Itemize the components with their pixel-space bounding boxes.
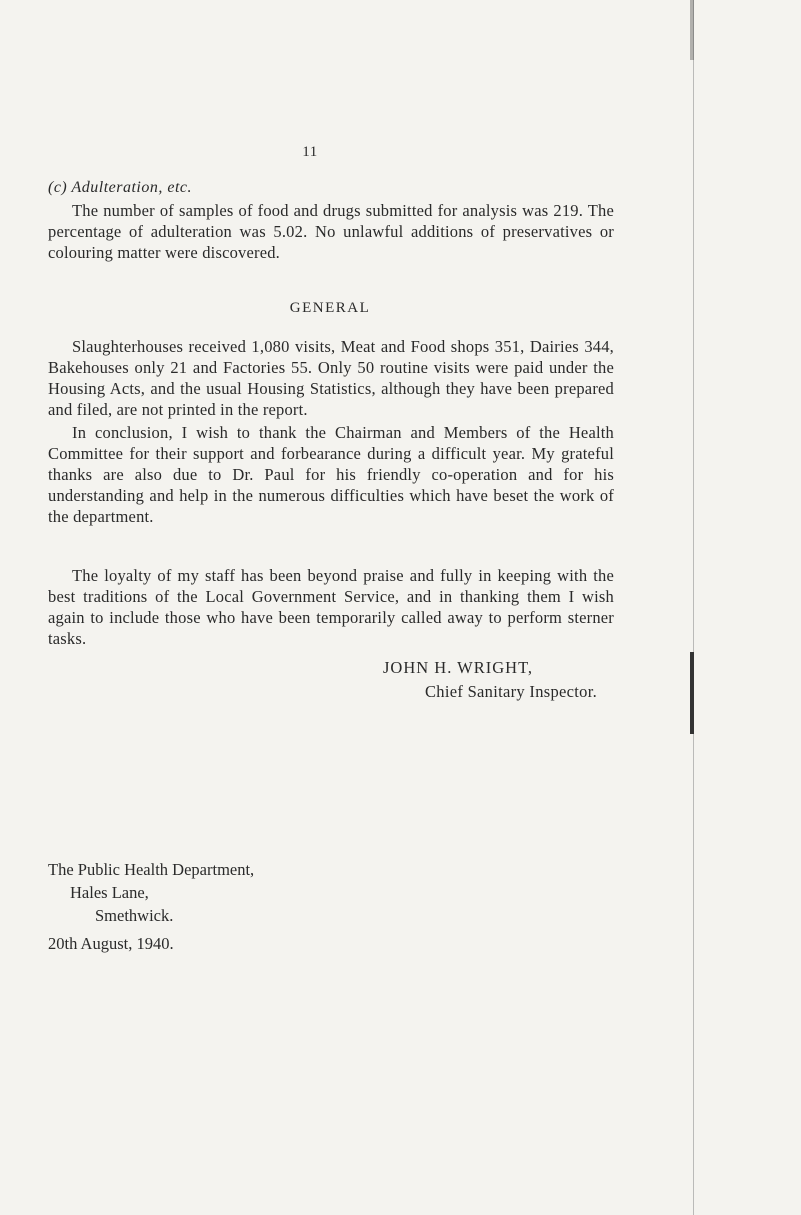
general-heading: GENERAL bbox=[289, 300, 371, 316]
paragraph-adulteration: The number of samples of food and drugs submitted for analysis was 219. The percentage of adulteration was 5.02. No unlawful additions of preservatives or colouring matter were discovered. bbox=[48, 201, 614, 262]
paragraph-loyalty: The loyalty of my staff has been beyond praise and fully in keeping with the best traditions of the Local Government Service, and in thanking them I wish again to include those who have been temporarily called away to perform sterner tasks. bbox=[48, 566, 614, 648]
section-heading: (c) Adulteration, etc. bbox=[48, 179, 192, 196]
paragraph-general: Slaughterhouses received 1,080 visits, Meat and Food shops 351, Dairies 344, Bakehouses only 21 and Factories 55. Only 50 routine visits were paid under the Housing Acts, and the usual Housing Statistics, although they have been prepared and filed, are not printed in the report. bbox=[48, 337, 614, 419]
address-line: The Public Health Department, bbox=[48, 860, 255, 879]
address-line: Hales Lane, bbox=[70, 883, 149, 902]
paragraph-conclusion: In conclusion, I wish to thank the Chairman and Members of the Health Committee for their support and forbearance during a difficult year. My grateful thanks are also due to Dr. Paul for his friendly co-operation and for his understanding and help in the numerous difficulties which have beset the work of the department. bbox=[48, 423, 614, 526]
page-edge-line bbox=[693, 0, 694, 1215]
signature-name: JOHN H. WRIGHT, bbox=[383, 658, 534, 677]
page-number: 11 bbox=[302, 144, 318, 160]
page-edge-mark bbox=[690, 652, 694, 734]
signature-title: Chief Sanitary Inspector. bbox=[425, 682, 598, 701]
page-edge-mark bbox=[690, 0, 694, 60]
address-line: Smethwick. bbox=[95, 906, 174, 925]
date-line: 20th August, 1940. bbox=[48, 934, 174, 953]
